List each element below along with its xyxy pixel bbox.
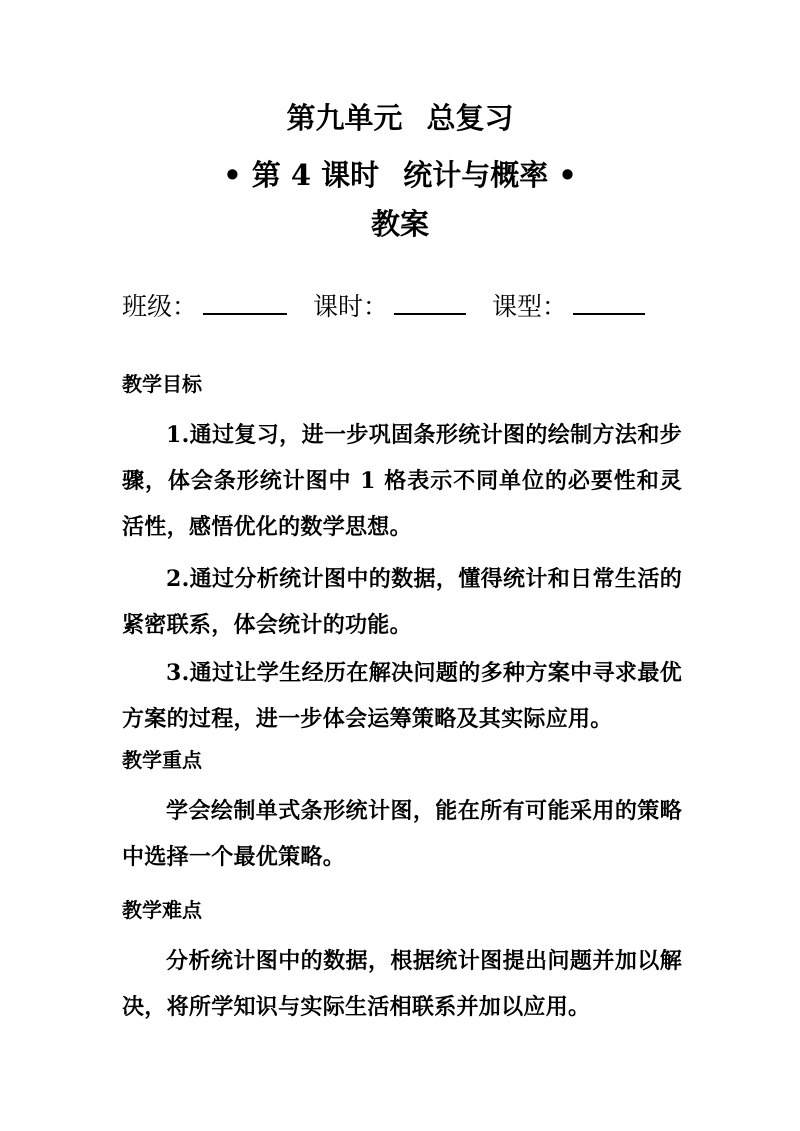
goals-heading: 教学目标 [122,372,202,396]
document-type: 教案 [370,207,429,241]
meta-row [122,287,645,325]
goal-item-2: 2.通过分析统计图中的数据，懂得统计和日常生活的紧密联系，体会统计的功能。 [122,566,682,638]
goal-item-1: 1.通过复习，进一步巩固条形统计图的绘制方法和步骤，体会条形统计图中 1 格表示不同单位的必要性和灵活性，感悟优化的数学思想。 [122,422,682,540]
key-points-heading: 教学重点 [122,748,202,772]
lesson-title [0,155,800,195]
class-blank[interactable] [203,287,287,315]
goal-item-3: 3.通过让学生经历在解决问题的多种方案中寻求最优方案的过程，进一步体会运筹策略及其实际应用。 [122,660,682,732]
difficulties-heading: 教学难点 [122,898,202,922]
key-points-text: 学会绘制单式条形统计图，能在所有可能采用的策略中选择一个最优策略。 [122,798,682,870]
type-blank[interactable] [573,287,645,315]
lesson-prefix: • 第 4 课时 [223,158,380,192]
unit-topic: 总复习 [426,101,514,135]
type-label: 课型： [491,292,567,321]
unit-name: 第九单元 [286,101,403,135]
period-blank[interactable] [394,287,466,315]
lesson-topic: 统计与概率 • [403,158,577,192]
difficulties-text: 分析统计图中的数据，根据统计图提出问题并加以解决，将所学知识与实际生活相联系并加以应用。 [122,948,682,1020]
class-label: 班级： [122,292,198,321]
period-label: 课时： [312,292,388,321]
unit-title [0,98,800,138]
